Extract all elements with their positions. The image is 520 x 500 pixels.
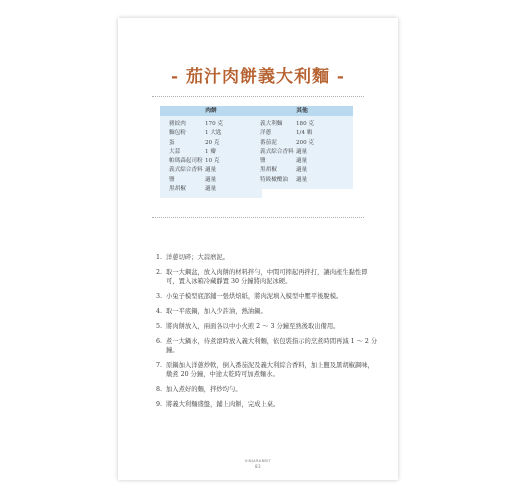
ingredient-row	[169, 129, 262, 138]
ingredient-name: 豬絞肉	[169, 121, 186, 127]
ingredient-qty: 1 大匙	[205, 130, 222, 137]
recipe-step	[156, 400, 380, 410]
step-number: 8.	[156, 386, 163, 394]
step-number: 5.	[156, 322, 163, 330]
ingredient-name: 帕瑪森起司粉	[169, 158, 203, 165]
ingredient-name: 番茄泥	[260, 139, 277, 146]
ingredient-row	[260, 176, 353, 185]
step-text: 取一大鋼盆，放入肉餅的材料拌勻，中間可摔起再拌打，讓肉產生黏性即可，置入冰箱冷藏靜置 30 分鐘將肉泥冰硬。	[166, 268, 368, 286]
recipe-title: - 茄汁肉餅義大利麵 -	[171, 67, 345, 87]
ingredient-qty: 適量	[205, 176, 217, 183]
divider-top	[152, 96, 364, 97]
step-text: 小兔子模型底部鋪一張烘焙紙，將肉泥填入模型中壓平後脫模。	[166, 293, 343, 301]
ingredient-qty: 適量	[205, 167, 217, 174]
ingredient-name: 麵包粉	[169, 130, 186, 137]
ingredient-qty: 20 克	[205, 139, 220, 146]
ingredient-name: 義大利麵	[260, 121, 283, 127]
recipe-step	[156, 268, 380, 287]
page-number: 83	[255, 464, 261, 469]
ingredient-name: 特級橄欖油	[260, 176, 288, 183]
step-text: 煮一大鍋水，待煮滾時放入義大利麵，依包裝指示的烹煮時間再減 1 ～ 2 分鐘。	[166, 337, 378, 355]
ingredient-row	[169, 148, 262, 157]
ingredient-qty: 適量	[296, 148, 308, 155]
ingredient-qty: 170 克	[205, 121, 224, 127]
ingredient-name: 義式綜合香料	[169, 167, 203, 174]
ingredient-qty: 1/4 顆	[296, 130, 313, 137]
recipe-step	[156, 307, 380, 317]
ingredient-name: 黑胡椒	[260, 167, 277, 174]
step-number: 9.	[156, 401, 163, 409]
ingredient-row	[169, 157, 262, 166]
step-number: 6.	[156, 337, 163, 345]
book-page	[118, 18, 398, 480]
ingredient-qty: 1 瓣	[205, 148, 216, 155]
recipe-step	[156, 385, 380, 395]
step-number: 4.	[156, 307, 163, 315]
ingredient-qty: 200 克	[296, 139, 315, 146]
recipe-step	[156, 361, 380, 380]
recipe-step	[156, 337, 380, 356]
recipe-step	[156, 253, 380, 263]
ingredient-name: 鹽	[169, 176, 175, 183]
step-text: 取一平底鍋，加入少許油，熱油鍋。	[166, 307, 267, 315]
ingredient-table-meatpatty	[160, 106, 262, 198]
ingredient-row	[260, 166, 353, 175]
ingredient-qty: 適量	[296, 158, 308, 165]
recipe-step	[156, 322, 380, 332]
ingredient-row	[169, 185, 262, 194]
step-number: 7.	[156, 361, 163, 369]
ingredient-row	[260, 148, 353, 157]
ingredient-row	[260, 139, 353, 148]
step-text: 原鍋加入洋蔥炒軟，倒入番茄泥及義大利綜合香料，加上鹽及黑胡椒調味，燉煮 20 分鐘，中途太乾時可加煮麵水。	[166, 361, 374, 379]
ingredient-row	[169, 176, 262, 185]
ingredient-qty: 適量	[205, 186, 217, 193]
ingredient-list	[251, 116, 353, 189]
ingredient-name: 洋蔥	[260, 130, 272, 137]
ingredient-row	[169, 120, 262, 129]
ingredient-name: 大蒜	[169, 148, 181, 155]
ingredient-qty: 10 克	[205, 158, 220, 165]
step-text: 洋蔥切碎；大蒜磨泥。	[166, 254, 229, 261]
ingredient-qty: 180 克	[296, 121, 315, 127]
recipe-step	[156, 292, 380, 302]
step-text: 將義大利麵盛盤，鋪上肉餅，完成上桌。	[166, 401, 280, 409]
ingredient-row	[260, 120, 353, 129]
running-head: SINJARABBIT	[244, 459, 272, 463]
ingredient-name: 義式綜合香料	[260, 148, 294, 155]
ingredient-qty: 適量	[296, 176, 308, 183]
step-text: 將肉餅放入，兩面各以中小火煎 2 ～ 3 分鐘至熟後取出備用。	[166, 322, 340, 330]
ingredient-row	[169, 166, 262, 175]
ingredient-table-other	[251, 106, 353, 189]
recipe-steps	[156, 253, 380, 415]
divider-bottom	[152, 217, 364, 218]
page-footer	[118, 458, 398, 470]
ingredient-name: 黑胡椒	[169, 186, 186, 193]
ingredient-name: 鹽	[260, 158, 266, 165]
ingredient-qty: 適量	[296, 167, 308, 174]
ingredient-table-heading: 肉餅	[160, 106, 262, 116]
step-text: 加入煮好的麵，拌炒均勻。	[166, 386, 242, 394]
ingredient-row	[169, 139, 262, 148]
ingredient-row	[260, 157, 353, 166]
ingredient-list	[160, 116, 262, 198]
ingredient-name: 蛋	[169, 139, 175, 146]
step-number: 2.	[156, 268, 163, 276]
step-number: 3.	[156, 293, 163, 301]
ingredient-row	[260, 129, 353, 138]
ingredient-table-heading: 其他	[251, 106, 353, 116]
step-number: 1.	[156, 254, 163, 261]
